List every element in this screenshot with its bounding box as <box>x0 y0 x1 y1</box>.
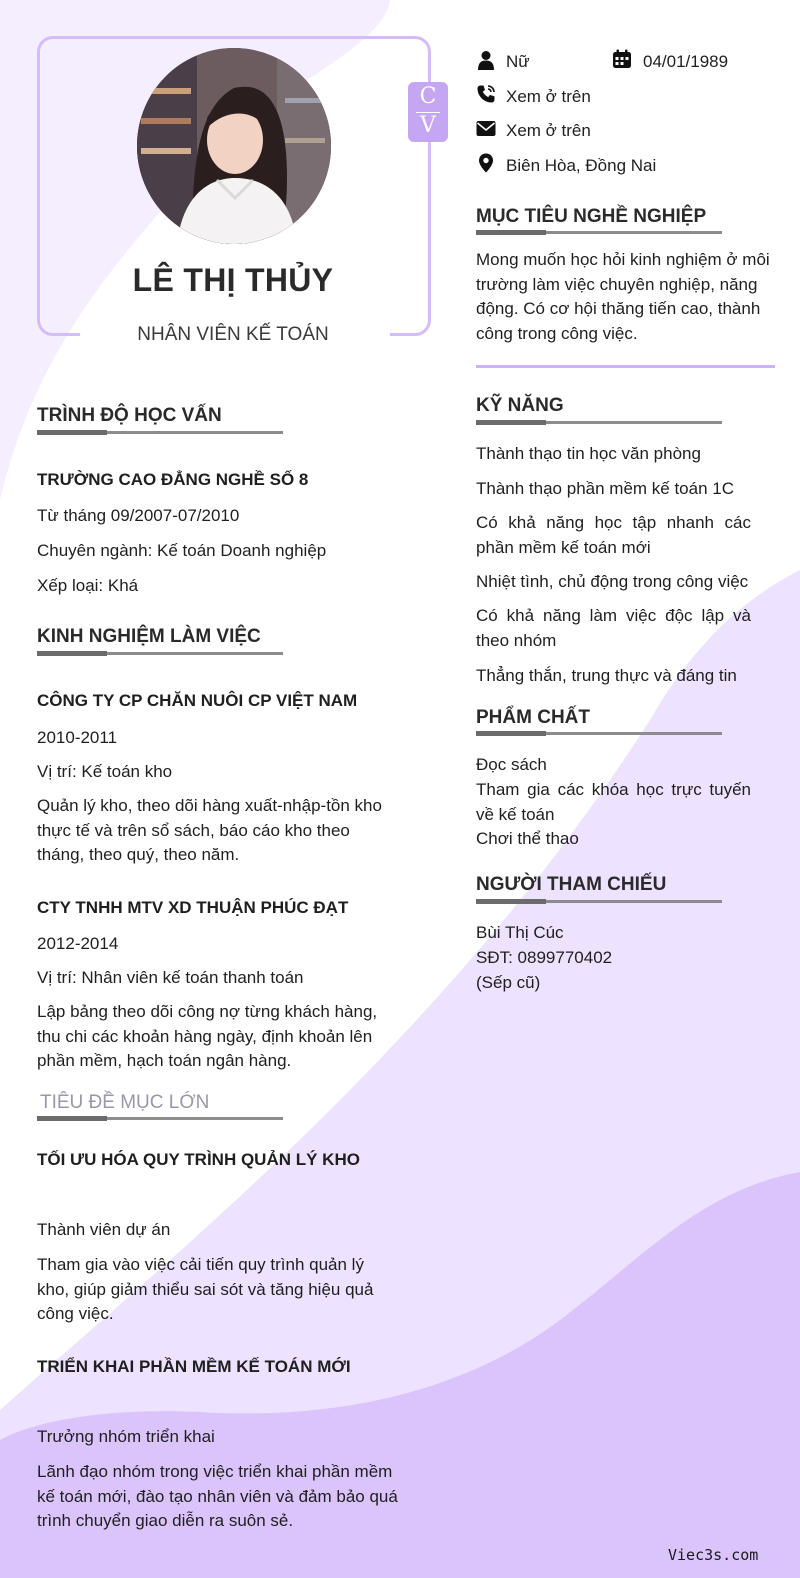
education-school: TRƯỜNG CAO ĐẲNG NGHỀ SỐ 8 <box>37 470 309 489</box>
brand-watermark: Viec3s.com <box>668 1546 759 1564</box>
objective-underline <box>476 231 722 234</box>
skills-heading: KỸ NĂNG <box>476 395 564 416</box>
quality-item: Chơi thể thao <box>476 829 579 848</box>
job-company: CTY TNHH MTV XD THUẬN PHÚC ĐẠT <box>37 898 349 917</box>
project-role: Trưởng nhóm triển khai <box>37 1427 215 1446</box>
skill-item: Có khả năng học tập nhanh các phần mềm kế toán mới <box>476 513 751 557</box>
job-period: 2012-2014 <box>37 934 119 953</box>
objective-heading: MỤC TIÊU NGHỀ NGHIỆP <box>476 206 707 227</box>
cv-badge <box>408 82 448 142</box>
avatar-photo <box>137 48 331 244</box>
job-description: Lập bảng theo dõi công nợ từng khách hàng, thu chi các khoản hàng ngày, định khoản lên phần mềm, hạch toán ngân hàng. <box>37 1002 378 1070</box>
project-description: Tham gia vào việc cải tiến quy trình quản lý kho, giúp giảm thiểu sai sót và tăng hiệu quả công việc. <box>37 1255 374 1323</box>
reference-phone: SĐT: 0899770402 <box>476 948 613 967</box>
project-role: Thành viên dự án <box>37 1220 171 1239</box>
education-grade: Xếp loại: Khá <box>37 576 139 595</box>
qualities-underline <box>476 732 722 735</box>
job-description: Quản lý kho, theo dõi hàng xuất-nhập-tồn kho thực tế và trên sổ sách, báo cáo kho theo tháng, theo quý, theo năm. <box>37 796 382 864</box>
experience-underline <box>37 652 283 655</box>
objective-text: Mong muốn học hỏi kinh nghiệm ở môi trường làm việc chuyên nghiệp, năng động. Có cơ hội thăng tiến cao, thành công trong công việc. <box>476 250 770 343</box>
birthday-text: 04/01/1989 <box>643 52 729 71</box>
education-underline <box>37 431 283 434</box>
projects-heading: TIÊU ĐỀ MỤC LỚN <box>40 1092 210 1113</box>
location-icon <box>476 153 496 173</box>
email-icon <box>476 119 496 139</box>
skill-item: Thẳng thắn, trung thực và đáng tin <box>476 666 737 685</box>
job-position: Vị trí: Nhân viên kế toán thanh toán <box>37 968 304 987</box>
skill-item: Nhiệt tình, chủ động trong công việc <box>476 572 749 591</box>
references-underline <box>476 900 722 903</box>
project-description: Lãnh đạo nhóm trong việc triển khai phần mềm kế toán mới, đào tạo nhân viên và đảm bảo quá trình chuyển giao diễn ra suôn sẻ. <box>37 1462 398 1530</box>
qualities-heading: PHẨM CHẤT <box>476 707 590 728</box>
quality-item: Đọc sách <box>476 755 547 774</box>
address-text: Biên Hòa, Đồng Nai <box>506 156 657 175</box>
objective-divider <box>476 365 775 368</box>
candidate-role: NHÂN VIÊN KẾ TOÁN <box>137 324 329 345</box>
skill-item: Có khả năng làm việc độc lập và theo nhóm <box>476 606 751 650</box>
projects-underline <box>37 1117 283 1120</box>
experience-heading: KINH NGHIỆM LÀM VIỆC <box>37 626 261 647</box>
phone-icon <box>476 84 496 104</box>
candidate-name: LÊ THỊ THỦY <box>132 262 334 298</box>
job-period: 2010-2011 <box>37 728 118 747</box>
education-period: Từ tháng 09/2007-07/2010 <box>37 506 240 525</box>
gender-text: Nữ <box>506 52 530 71</box>
email-text: Xem ở trên <box>506 121 591 140</box>
skills-underline <box>476 421 722 424</box>
reference-note: (Sếp cũ) <box>476 973 541 992</box>
cv-letter-v: V <box>420 113 436 138</box>
quality-item: Tham gia các khóa học trực tuyến về kế toán <box>476 780 751 824</box>
phone-text: Xem ở trên <box>506 87 591 106</box>
cv-letter-c: C <box>419 84 437 109</box>
skill-item: Thành thạo phần mềm kế toán 1C <box>476 479 734 498</box>
education-major: Chuyên ngành: Kế toán Doanh nghiệp <box>37 541 327 560</box>
education-heading: TRÌNH ĐỘ HỌC VẤN <box>37 405 222 426</box>
skill-item: Thành thạo tin học văn phòng <box>476 444 701 463</box>
project-name: TỐI ƯU HÓA QUY TRÌNH QUẢN LÝ KHO <box>37 1150 360 1169</box>
reference-name: Bùi Thị Cúc <box>476 923 564 942</box>
references-heading: NGƯỜI THAM CHIẾU <box>476 874 667 895</box>
job-company: CÔNG TY CP CHĂN NUÔI CP VIỆT NAM <box>37 691 358 710</box>
user-icon <box>476 50 496 70</box>
calendar-icon <box>612 49 632 69</box>
project-name: TRIỂN KHAI PHẦN MỀM KẾ TOÁN MỚI <box>37 1357 351 1376</box>
job-position: Vị trí: Kế toán kho <box>37 762 173 781</box>
avatar <box>137 48 331 244</box>
